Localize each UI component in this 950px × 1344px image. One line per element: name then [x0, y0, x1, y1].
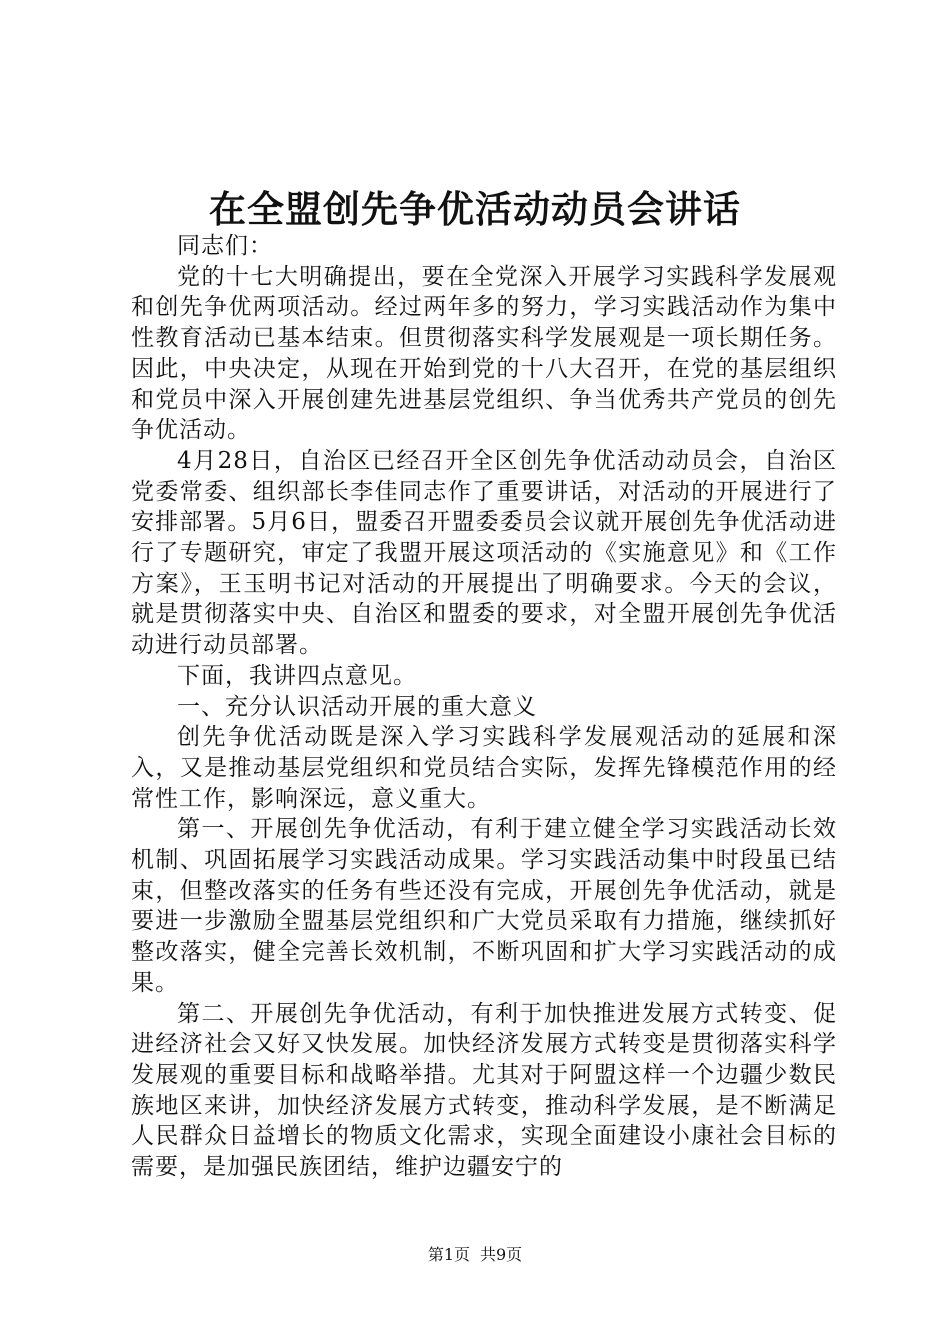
body-paragraph: 下面，我讲四点意见。 [177, 662, 417, 689]
document-title: 在全盟创先争优活动动员会讲话 [209, 188, 741, 231]
body-paragraph: 创先争优活动既是深入学习实践科学发展观活动的延展和深入，又是推动基层党组织和党员结合实际，发挥先锋模范作用的经常性工作，影响深远，意义重大。 [131, 724, 837, 812]
body-paragraph: 第二、开展创先争优活动，有利于加快推进发展方式转变、促进经济社会又好又快发展。加快经济发展方式转变是贯彻落实科学发展观的重要目标和战略举措。尤其对于阿盟这样一个边疆少数民族地区来讲，加快经济发展方式转变，推动科学发展，是不断满足人民群众日益增长的物质文化需求，实现全面建设小康社会目标的需要，是加强民族团结，维护边疆安宁的 [131, 1000, 837, 1181]
body-paragraph: 党的十七大明确提出，要在全党深入开展学习实践科学发展观和创先争优两项活动。经过两年多的努力，学习实践活动作为集中性教育活动已基本结束。但贯彻落实科学发展观是一项长期任务。因此，中央决定，从现在开始到党的十八大召开，在党的基层组织和党员中深入开展创建先进基层党组织、争当优秀共产党员的创先争优活动。 [131, 263, 837, 444]
salutation: 同志们： [177, 233, 273, 259]
body-paragraph: 第一、开展创先争优活动，有利于建立健全学习实践活动长效机制、巩固拓展学习实践活动成果。学习实践活动集中时段虽已结束，但整改落实的任务有些还没有完成，开展创先争优活动，就是要进一步激励全盟基层党组织和广大党员采取有力措施，继续抓好整改落实，健全完善长效机制，不断巩固和扩大学习实践活动的成果。 [131, 816, 837, 996]
page-total: 共9页 [480, 1245, 523, 1264]
page-number: 第1页 [427, 1245, 470, 1264]
body-paragraph: 4月28日，自治区已经召开全区创先争优活动动员会，自治区党委常委、组织部长李佳同志作了重要讲话，对活动的开展进行了安排部署。5月6日，盟委召开盟委委员会议就开展创先争优活动进行了专题研究，审定了我盟开展这项活动的《实施意见》和《工作方案》，王玉明书记对活动的开展提出了明确要求。今天的会议，就是贯彻落实中央、自治区和盟委的要求，对全盟开展创先争优活动进行动员部署。 [131, 447, 837, 659]
section-heading: 一、充分认识活动开展的重大意义 [177, 693, 537, 720]
document-body [131, 231, 837, 1183]
page-footer [0, 1244, 950, 1266]
